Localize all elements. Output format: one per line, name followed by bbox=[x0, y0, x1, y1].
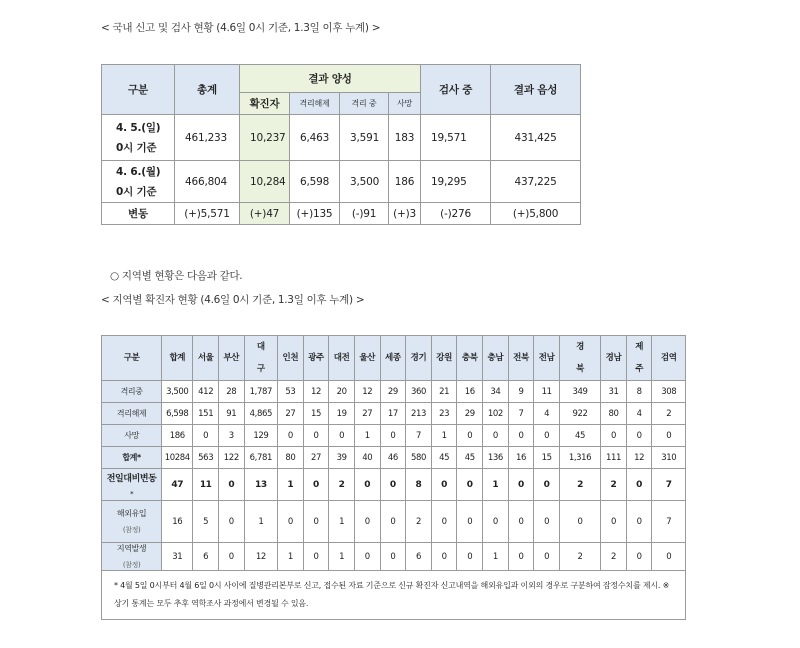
table-cell: 12 bbox=[354, 381, 380, 403]
table-cell: 16 bbox=[508, 447, 534, 469]
table-cell: 34 bbox=[483, 381, 509, 403]
table-cell: 0 bbox=[457, 501, 483, 543]
cell-isolated: 3,500 bbox=[340, 161, 389, 203]
column-header: 서울 bbox=[193, 336, 219, 381]
table-cell: 360 bbox=[406, 381, 432, 403]
table-cell: 23 bbox=[431, 403, 457, 425]
table-cell: 2 bbox=[601, 543, 627, 571]
table-cell: 29 bbox=[457, 403, 483, 425]
table-cell: 4,865 bbox=[244, 403, 277, 425]
table-cell: 10284 bbox=[162, 447, 193, 469]
row-label bbox=[102, 381, 162, 403]
table-cell: 5 bbox=[193, 501, 219, 543]
table-cell: 151 bbox=[193, 403, 219, 425]
column-header: 광주 bbox=[303, 336, 329, 381]
cell-isolated: 3,591 bbox=[340, 115, 389, 161]
column-header: 구분 bbox=[102, 336, 162, 381]
table-cell: 8 bbox=[626, 381, 652, 403]
table-cell: 45 bbox=[431, 447, 457, 469]
table-cell: 12 bbox=[303, 381, 329, 403]
table-cell: 0 bbox=[431, 469, 457, 501]
table-cell: 0 bbox=[193, 425, 219, 447]
testing-status-table bbox=[101, 64, 581, 225]
table-cell: 0 bbox=[354, 469, 380, 501]
row-label-text: 해외유입 bbox=[116, 509, 147, 518]
table-row bbox=[102, 381, 686, 403]
table-cell: 4 bbox=[534, 403, 560, 425]
table-cell: 6,781 bbox=[244, 447, 277, 469]
cell-testing: 19,571 bbox=[421, 115, 491, 161]
table-row bbox=[102, 447, 686, 469]
table-cell: 0 bbox=[303, 501, 329, 543]
table-cell: 0 bbox=[534, 543, 560, 571]
table-cell: 0 bbox=[601, 425, 627, 447]
row-label-text: 합계* bbox=[122, 453, 141, 462]
table-cell: 0 bbox=[508, 543, 534, 571]
table-cell: 213 bbox=[406, 403, 432, 425]
table-cell: 186 bbox=[162, 425, 193, 447]
table-cell: 21 bbox=[431, 381, 457, 403]
table-cell: 0 bbox=[380, 469, 406, 501]
table-cell: 3,500 bbox=[162, 381, 193, 403]
table-row bbox=[102, 501, 686, 543]
column-header: 울산 bbox=[354, 336, 380, 381]
table-cell: 7 bbox=[652, 501, 686, 543]
row-basis: 0시 기준 bbox=[116, 185, 157, 198]
footnote-row bbox=[102, 571, 686, 620]
table-cell: 0 bbox=[380, 501, 406, 543]
table-cell: 1 bbox=[431, 425, 457, 447]
row-label-text: 격리중 bbox=[120, 387, 143, 396]
table-cell: 412 bbox=[193, 381, 219, 403]
table-cell: 0 bbox=[626, 469, 652, 501]
table-cell: 29 bbox=[380, 381, 406, 403]
table-cell: 27 bbox=[278, 403, 304, 425]
header-isolated: 격리 중 bbox=[340, 93, 389, 115]
header-confirmed: 확진자 bbox=[240, 93, 290, 115]
table-cell: 7 bbox=[406, 425, 432, 447]
table-row bbox=[102, 425, 686, 447]
table-cell: 53 bbox=[278, 381, 304, 403]
table-cell: 6,598 bbox=[162, 403, 193, 425]
table-cell: 0 bbox=[508, 501, 534, 543]
row-label-text: 사망 bbox=[124, 431, 139, 440]
table-cell: 17 bbox=[380, 403, 406, 425]
table-cell: 1 bbox=[483, 543, 509, 571]
row-date: 4. 5.(일) bbox=[116, 121, 161, 134]
table-cell: 0 bbox=[626, 425, 652, 447]
column-header: 경남 bbox=[601, 336, 627, 381]
row-label-text: 전일대비변동 bbox=[106, 474, 157, 484]
cell-total: 466,804 bbox=[175, 161, 240, 203]
table-cell: 0 bbox=[534, 425, 560, 447]
table-cell: 13 bbox=[244, 469, 277, 501]
table-cell: 11 bbox=[193, 469, 219, 501]
table-cell: 1 bbox=[329, 501, 355, 543]
table-cell: 46 bbox=[380, 447, 406, 469]
table-cell: 0 bbox=[457, 543, 483, 571]
table-row bbox=[102, 403, 686, 425]
cell-confirmed: 10,284 bbox=[240, 161, 290, 203]
table-cell: 0 bbox=[652, 425, 686, 447]
header-category: 구분 bbox=[102, 65, 175, 115]
table-cell: 1 bbox=[244, 501, 277, 543]
table-cell: 580 bbox=[406, 447, 432, 469]
footnote: * 4월 5일 0시부터 4월 6일 0시 사이에 질병관리본부로 신고, 접수된 자료 기준으로 신규 확진자 신고내역을 해외유입과 이외의 경우로 구분하여 잠정수치를 제시. ※ 상기 통계는 모두 추후 역학조사 과정에서 변경될 수 있음. bbox=[102, 571, 686, 620]
column-header: 대 구 bbox=[244, 336, 277, 381]
table-cell: 39 bbox=[329, 447, 355, 469]
row-label bbox=[102, 403, 162, 425]
column-header: 충남 bbox=[483, 336, 509, 381]
table-cell: 1 bbox=[278, 469, 304, 501]
row-label bbox=[102, 161, 175, 203]
table-cell: 45 bbox=[457, 447, 483, 469]
row-label bbox=[102, 115, 175, 161]
row-label-text: 지역발생 bbox=[116, 544, 147, 553]
table-cell: 1 bbox=[354, 425, 380, 447]
column-header: 세종 bbox=[380, 336, 406, 381]
column-header: 충북 bbox=[457, 336, 483, 381]
cell-confirmed: 10,237 bbox=[240, 115, 290, 161]
table-cell: 1 bbox=[483, 469, 509, 501]
table-cell: 8 bbox=[406, 469, 432, 501]
table-cell: 0 bbox=[219, 543, 245, 571]
cell-deaths: (+)3 bbox=[389, 203, 421, 225]
table-cell: 12 bbox=[244, 543, 277, 571]
table-cell: 19 bbox=[329, 403, 355, 425]
region-intro: ○ 지역별 현황은 다음과 같다. bbox=[110, 270, 243, 282]
cell-isolated: (-)91 bbox=[340, 203, 389, 225]
column-header: 대전 bbox=[329, 336, 355, 381]
table-cell: 40 bbox=[354, 447, 380, 469]
row-date: 4. 6.(월) bbox=[116, 165, 161, 178]
table-cell: 1,787 bbox=[244, 381, 277, 403]
table-cell: 31 bbox=[601, 381, 627, 403]
cell-testing: 19,295 bbox=[421, 161, 491, 203]
table-cell: 0 bbox=[534, 469, 560, 501]
table-cell: 28 bbox=[219, 381, 245, 403]
table-cell: 15 bbox=[534, 447, 560, 469]
column-header: 부산 bbox=[219, 336, 245, 381]
table-cell: 91 bbox=[219, 403, 245, 425]
column-header: 전북 bbox=[508, 336, 534, 381]
table-cell: 0 bbox=[303, 543, 329, 571]
table-cell: 0 bbox=[457, 425, 483, 447]
table2-caption: < 지역별 확진자 현황 (4.6일 0시 기준, 1.3일 이후 누계) > bbox=[101, 294, 365, 306]
table-cell: 12 bbox=[626, 447, 652, 469]
table-cell: 0 bbox=[457, 469, 483, 501]
cell-released: 6,463 bbox=[290, 115, 340, 161]
table-cell: 20 bbox=[329, 381, 355, 403]
table-cell: 16 bbox=[457, 381, 483, 403]
table-cell: 0 bbox=[626, 543, 652, 571]
table-cell: 563 bbox=[193, 447, 219, 469]
table-cell: 0 bbox=[219, 469, 245, 501]
table-cell: 6 bbox=[406, 543, 432, 571]
cell-total: (+)5,571 bbox=[175, 203, 240, 225]
table-cell: 0 bbox=[278, 501, 304, 543]
table-row bbox=[102, 115, 581, 161]
table-cell: 0 bbox=[354, 543, 380, 571]
table-cell: 0 bbox=[483, 501, 509, 543]
row-label-note: * bbox=[129, 490, 134, 498]
table-cell: 0 bbox=[483, 425, 509, 447]
row-label bbox=[102, 501, 162, 543]
table-cell: 0 bbox=[652, 543, 686, 571]
table-cell: 80 bbox=[278, 447, 304, 469]
table-cell: 9 bbox=[508, 381, 534, 403]
cell-testing: (-)276 bbox=[421, 203, 491, 225]
cell-released: (+)135 bbox=[290, 203, 340, 225]
table-cell: 0 bbox=[380, 543, 406, 571]
table-row bbox=[102, 543, 686, 571]
table-cell: 11 bbox=[534, 381, 560, 403]
table-cell: 16 bbox=[162, 501, 193, 543]
table-cell: 1 bbox=[329, 543, 355, 571]
table-cell: 111 bbox=[601, 447, 627, 469]
table-cell: 3 bbox=[219, 425, 245, 447]
table-cell: 349 bbox=[559, 381, 600, 403]
table-cell: 0 bbox=[431, 543, 457, 571]
table-cell: 0 bbox=[380, 425, 406, 447]
column-header: 제 주 bbox=[626, 336, 652, 381]
table-cell: 80 bbox=[601, 403, 627, 425]
table-cell: 27 bbox=[303, 447, 329, 469]
row-label bbox=[102, 543, 162, 571]
column-header: 경 북 bbox=[559, 336, 600, 381]
column-header: 전남 bbox=[534, 336, 560, 381]
cell-total: 461,233 bbox=[175, 115, 240, 161]
header-deaths: 사망 bbox=[389, 93, 421, 115]
cell-negative: (+)5,800 bbox=[491, 203, 581, 225]
table-cell: 2 bbox=[559, 543, 600, 571]
row-label-note: (참정) bbox=[122, 526, 141, 534]
row-label bbox=[102, 469, 162, 501]
table-cell: 15 bbox=[303, 403, 329, 425]
table-cell: 0 bbox=[219, 501, 245, 543]
cell-negative: 431,425 bbox=[491, 115, 581, 161]
cell-confirmed: (+)47 bbox=[240, 203, 290, 225]
table-header-row bbox=[102, 336, 686, 381]
table-cell: 0 bbox=[354, 501, 380, 543]
table-cell: 1,316 bbox=[559, 447, 600, 469]
table-cell: 0 bbox=[534, 501, 560, 543]
table-cell: 0 bbox=[508, 425, 534, 447]
header-released: 격리해제 bbox=[290, 93, 340, 115]
table-row bbox=[102, 469, 686, 501]
cell-negative: 437,225 bbox=[491, 161, 581, 203]
row-label bbox=[102, 447, 162, 469]
table-cell: 2 bbox=[652, 403, 686, 425]
table-cell: 6 bbox=[193, 543, 219, 571]
table-cell: 0 bbox=[601, 501, 627, 543]
table-cell: 0 bbox=[431, 501, 457, 543]
table-cell: 0 bbox=[303, 469, 329, 501]
cell-deaths: 183 bbox=[389, 115, 421, 161]
table-cell: 2 bbox=[406, 501, 432, 543]
column-header: 합계 bbox=[162, 336, 193, 381]
row-label: 변동 bbox=[102, 203, 175, 225]
header-total: 총계 bbox=[175, 65, 240, 115]
table-cell: 47 bbox=[162, 469, 193, 501]
column-header: 경기 bbox=[406, 336, 432, 381]
cell-deaths: 186 bbox=[389, 161, 421, 203]
table-cell: 45 bbox=[559, 425, 600, 447]
table-cell: 7 bbox=[652, 469, 686, 501]
table-row bbox=[102, 203, 581, 225]
table1-caption: < 국내 신고 및 검사 현황 (4.6일 0시 기준, 1.3일 이후 누계) > bbox=[101, 22, 381, 34]
table-cell: 310 bbox=[652, 447, 686, 469]
table-cell: 129 bbox=[244, 425, 277, 447]
table-cell: 0 bbox=[559, 501, 600, 543]
table-cell: 922 bbox=[559, 403, 600, 425]
header-testing: 검사 중 bbox=[421, 65, 491, 115]
table-cell: 0 bbox=[303, 425, 329, 447]
table-cell: 0 bbox=[508, 469, 534, 501]
table-cell: 308 bbox=[652, 381, 686, 403]
header-negative: 결과 음성 bbox=[491, 65, 581, 115]
row-basis: 0시 기준 bbox=[116, 141, 157, 154]
table-row bbox=[102, 161, 581, 203]
table-cell: 122 bbox=[219, 447, 245, 469]
cell-released: 6,598 bbox=[290, 161, 340, 203]
header-positive: 결과 양성 bbox=[240, 65, 421, 93]
table-cell: 1 bbox=[278, 543, 304, 571]
column-header: 인천 bbox=[278, 336, 304, 381]
table-cell: 31 bbox=[162, 543, 193, 571]
table-cell: 136 bbox=[483, 447, 509, 469]
table-cell: 0 bbox=[278, 425, 304, 447]
table-cell: 7 bbox=[508, 403, 534, 425]
table-cell: 2 bbox=[329, 469, 355, 501]
row-label-note: (참정) bbox=[122, 561, 141, 569]
table-cell: 4 bbox=[626, 403, 652, 425]
column-header: 강원 bbox=[431, 336, 457, 381]
table-cell: 2 bbox=[601, 469, 627, 501]
table-cell: 2 bbox=[559, 469, 600, 501]
row-label-text: 격리해제 bbox=[116, 409, 147, 418]
table-cell: 27 bbox=[354, 403, 380, 425]
row-label bbox=[102, 425, 162, 447]
table-cell: 0 bbox=[329, 425, 355, 447]
table-cell: 102 bbox=[483, 403, 509, 425]
table-cell: 0 bbox=[626, 501, 652, 543]
column-header: 검역 bbox=[652, 336, 686, 381]
regional-status-table bbox=[101, 335, 686, 620]
